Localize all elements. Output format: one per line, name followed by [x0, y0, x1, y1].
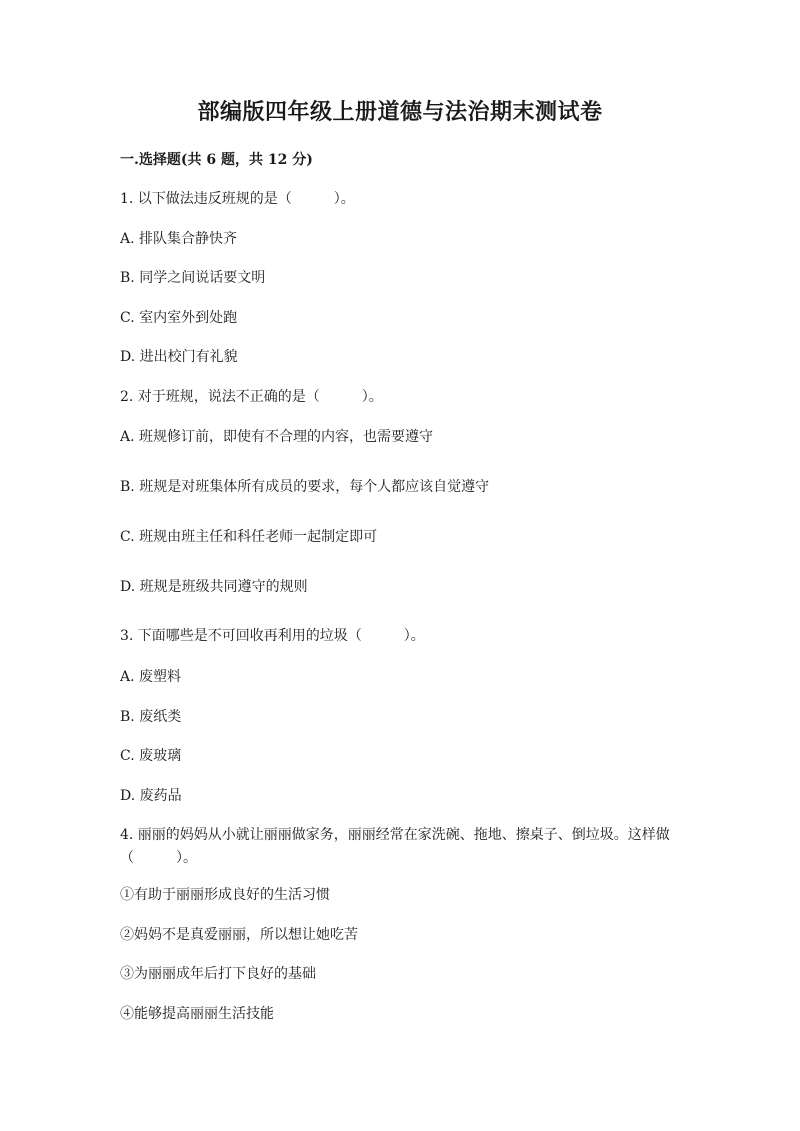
question-1-stem: 1. 以下做法违反班规的是（ ）。 [120, 191, 355, 207]
question-1-option-d: D. 进出校门有礼貌 [120, 349, 238, 365]
question-2-option-c: C. 班规由班主任和科任老师一起制定即可 [120, 529, 378, 545]
question-4-stem: 4. 丽丽的妈妈从小就让丽丽做家务，丽丽经常在家洗碗、拖地、擦桌子、倒垃圾。这样做（ ）。 [120, 827, 670, 866]
question-3-option-b: B. 废纸类 [120, 709, 182, 725]
question-3-option-d: D. 废药品 [120, 788, 182, 804]
question-1-option-b: B. 同学之间说话要文明 [120, 270, 266, 286]
question-2-option-d: D. 班规是班级共同遵守的规则 [120, 579, 308, 595]
question-1-option-c: C. 室内室外到处跑 [120, 310, 238, 326]
question-4-option-1: ①有助于丽丽形成良好的生活习惯 [120, 887, 330, 903]
question-2-stem: 2. 对于班规，说法不正确的是（ ）。 [120, 389, 383, 405]
section-heading: 一.选择题(共 6 题，共 12 分) [120, 152, 313, 168]
page-title: 部编版四年级上册道德与法治期末测试卷 [197, 99, 603, 125]
question-2-option-a: A. 班规修订前，即使有不合理的内容，也需要遵守 [120, 429, 434, 445]
question-4-option-4: ④能够提高丽丽生活技能 [120, 1006, 274, 1022]
question-4-option-3: ③为丽丽成年后打下良好的基础 [120, 966, 316, 982]
question-3-option-c: C. 废玻璃 [120, 748, 182, 764]
question-3-stem: 3. 下面哪些是不可回收再利用的垃圾（ ）。 [120, 628, 425, 644]
question-3-option-a: A. 废塑料 [120, 669, 182, 685]
question-2-option-b: B. 班规是对班集体所有成员的要求，每个人都应该自觉遵守 [120, 479, 490, 495]
question-4-option-2: ②妈妈不是真爱丽丽，所以想让她吃苦 [120, 927, 358, 943]
question-1-option-a: A. 排队集合静快齐 [120, 231, 238, 247]
